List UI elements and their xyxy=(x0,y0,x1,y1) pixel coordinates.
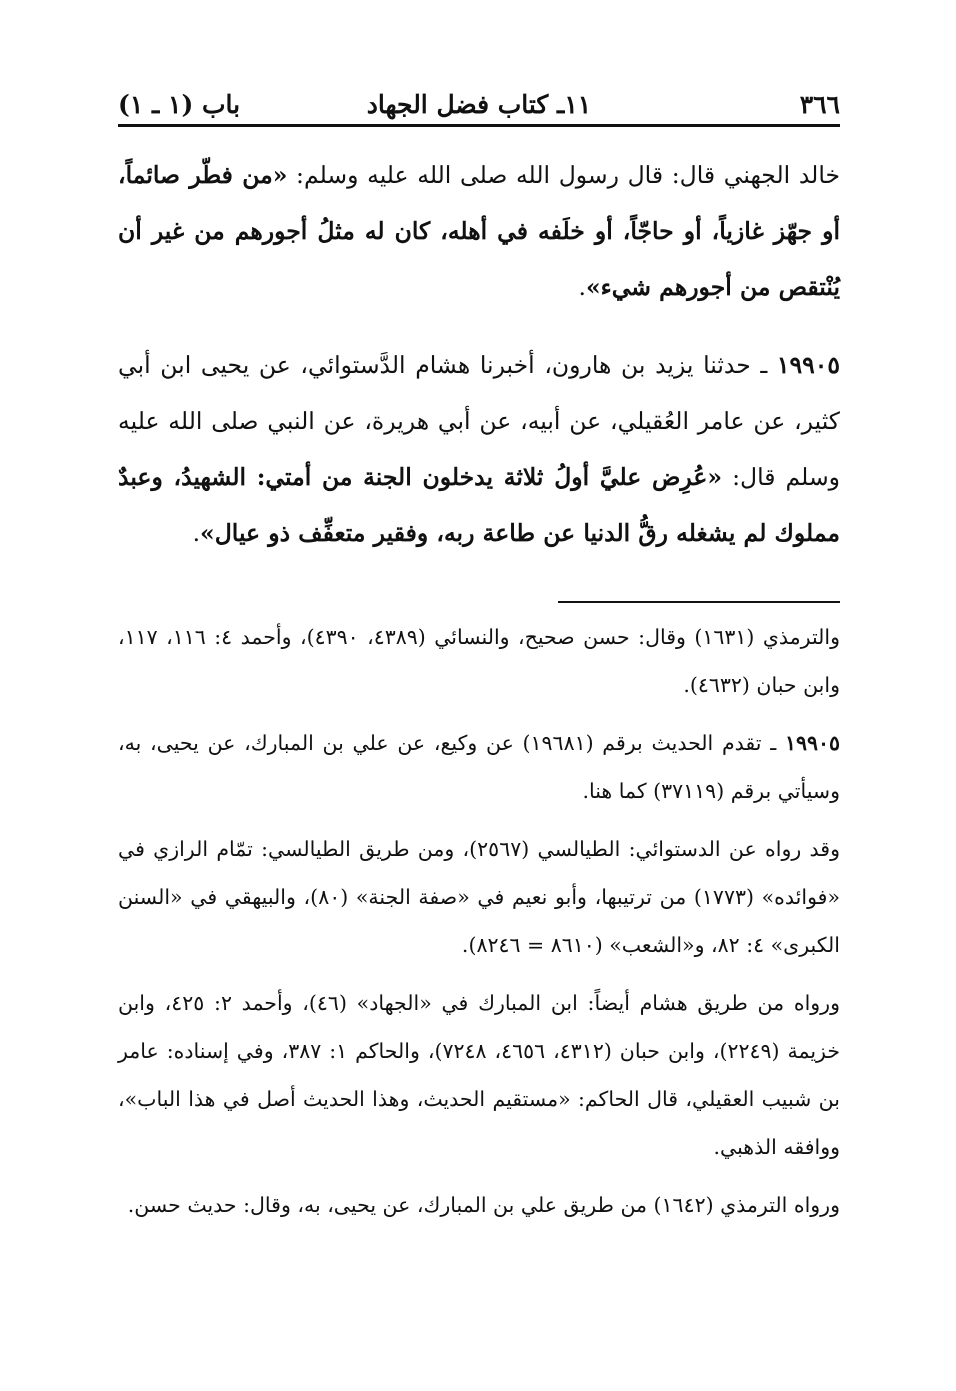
hadith-text: «عُرِض عليَّ أولُ ثلاثة يدخلون الجنة من أمتي: الشهيدُ، وعبدٌ مملوك لم يشغله رقُّ الدنيا عن طاعة ربه، وفقير متعفِّف ذو عيال» xyxy=(118,463,840,547)
paragraph-end: . xyxy=(192,519,201,547)
footnote-number: ١٩٩٠٥ xyxy=(784,731,840,755)
footnote: ورواه من طريق هشام أيضاً: ابن المبارك في «الجهاد» (٤٦)، وأحمد ٢: ٤٢٥، وابن خزيمة (٢٢٤٩)، وابن حبان (٤٣١٢، ٤٦٥٦، ٧٢٤٨)، والحاكم ١: ٣٨٧، وفي إسناده: عامر بن شبيب العقيلي، قال الحاكم: «مستقيم الحديث، وهذا الحديث أصل في هذا الباب»، ووافقه الذهبي. xyxy=(118,991,841,1159)
footnote-text: ـ تقدم الحديث برقم (١٩٦٨١) عن وكيع، عن علي بن المبارك، عن يحيى، به، وسيأتي برقم (٣٧١١٩) كما هنا. xyxy=(118,731,840,803)
book-title: ١١ـ كتاب فضل الجهاد xyxy=(366,90,592,119)
running-header xyxy=(118,80,840,127)
narration-chain: خالد الجهني قال: قال رسول الله صلى الله عليه وسلم: xyxy=(287,161,841,189)
hadith-paragraph xyxy=(118,337,840,561)
chapter-label: باب (١ ـ ١) xyxy=(118,90,241,119)
hadith-paragraph-continued xyxy=(118,147,840,315)
page-number: ٣٦٦ xyxy=(799,90,840,119)
book-page xyxy=(118,80,840,1380)
hadith-number: ١٩٩٠٥ xyxy=(776,351,840,379)
main-text xyxy=(118,147,840,561)
narration-chain: ـ حدثنا يزيد بن هارون، أخبرنا هشام الدَّستوائي، عن يحيى ابن أبي كثير، عن عامر العُقيلي، عن أبيه، عن أبي هريرة، عن النبي صلى الله عليه وسلم قال: xyxy=(118,351,840,491)
footnote-continued: والترمذي (١٦٣١) وقال: حسن صحيح، والنسائي (٤٣٨٩، ٤٣٩٠)، وأحمد ٤: ١١٦، ١١٧، وابن حبان (٤٦٣٢). xyxy=(118,625,840,697)
footnote-divider xyxy=(558,601,840,603)
footnotes xyxy=(118,613,840,1229)
footnote: وقد رواه عن الدستوائي: الطيالسي (٢٥٦٧)، ومن طريق الطيالسي: تمّام الرازي في «فوائده» (١٧٧٣) من ترتيبها، وأبو نعيم في «صفة الجنة» (٨٠)، والبيهقي في «السنن الكبرى» ٤: ٨٢، و«الشعب» (٨٦١٠ = ٨٢٤٦). xyxy=(118,837,841,957)
footnote xyxy=(118,719,840,815)
footnote: ورواه الترمذي (١٦٤٢) من طريق علي بن المبارك، عن يحيى، به، وقال: حديث حسن. xyxy=(127,1193,840,1217)
hadith-text: «من فطّر صائماً، أو جهّز غازياً، أو حاجّاً، أو خلَفه في أهله، كان له مثلُ أجورهم من غير أن يُنْتقص من أجورهم شيء» xyxy=(118,161,840,301)
paragraph-end: . xyxy=(578,273,586,301)
